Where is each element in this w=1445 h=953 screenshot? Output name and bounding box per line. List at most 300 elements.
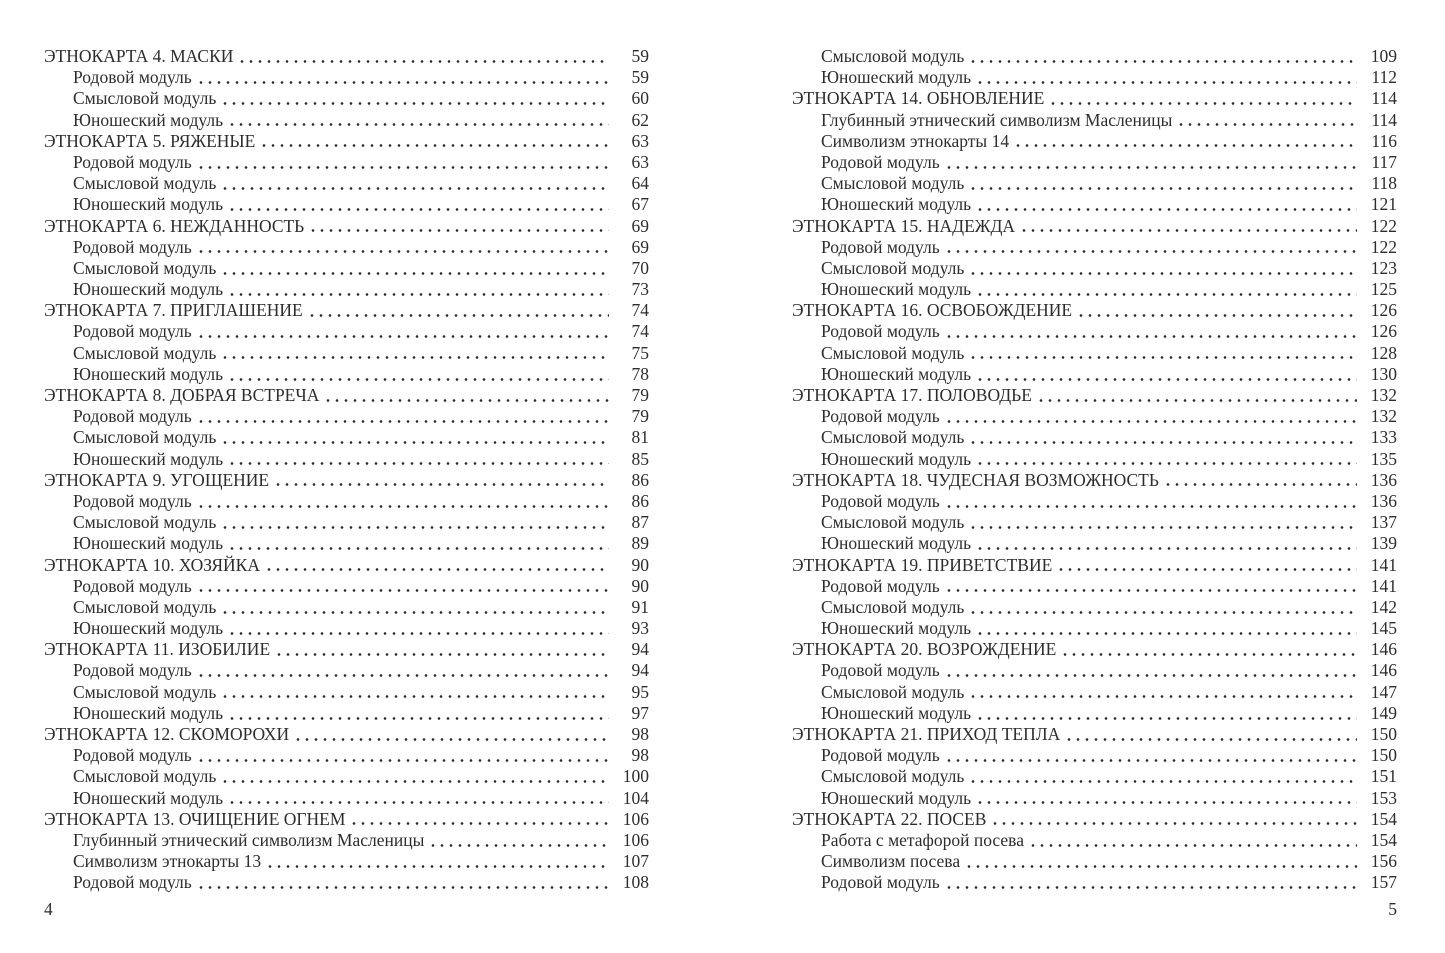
toc-chapter-entry [44, 724, 649, 745]
toc-entry-page: 153 [1370, 787, 1397, 808]
dot-leader [993, 821, 1357, 826]
toc-chapter-entry [44, 385, 649, 406]
dot-leader [978, 207, 1357, 212]
toc-entry-label: ЭТНОКАРТА 21. ПРИХОД ТЕПЛА [792, 724, 1061, 744]
toc-entry-page: 78 [631, 363, 649, 384]
toc-sub-entry [792, 872, 1397, 893]
toc-entry-page: 106 [622, 829, 649, 850]
toc-entry-label: Юношеский модуль [73, 279, 224, 300]
dot-leader [262, 143, 609, 148]
toc-entry-page: 104 [622, 787, 649, 808]
toc-entry-label: ЭТНОКАРТА 11. ИЗОБИЛИЕ [44, 639, 271, 660]
toc-entry-page: 150 [1370, 745, 1397, 766]
toc-entry-page: 137 [1370, 512, 1397, 533]
toc-entry-label: Смысловой модуль [821, 512, 965, 533]
toc-entry-label: ЭТНОКАРТА 6. НЕЖДАННОСТЬ [44, 215, 305, 236]
toc-chapter-entry [44, 470, 649, 491]
dot-leader [1051, 101, 1357, 106]
toc-column-left [44, 46, 649, 894]
toc-sub-entry [44, 110, 649, 131]
dot-leader [223, 694, 609, 699]
toc-entry-page: 145 [1370, 618, 1397, 639]
toc-entry-label: Смысловой модуль [73, 596, 217, 617]
toc-entry-label: Смысловой модуль [73, 766, 217, 787]
toc-entry-page: 85 [631, 448, 649, 469]
toc-sub-entry [44, 788, 649, 809]
toc-entry-page: 108 [622, 872, 649, 893]
toc-sub-entry [44, 427, 649, 448]
toc-entry-label: Родовой модуль [73, 660, 192, 681]
dot-leader [230, 122, 609, 127]
toc-entry-label: Юношеский модуль [73, 702, 224, 723]
toc-sub-entry [792, 364, 1397, 385]
toc-entry-label: ЭТНОКАРТА 15. НАДЕЖДА [792, 215, 1016, 236]
toc-entry-label: Юношеский модуль [821, 279, 972, 300]
dot-leader [1063, 652, 1357, 657]
toc-entry-page: 86 [631, 469, 649, 490]
toc-entry-page: 63 [631, 130, 649, 151]
toc-entry-page: 74 [631, 321, 649, 342]
toc-entry-label: Юношеский модуль [73, 787, 224, 808]
toc-entry-page: 154 [1370, 829, 1397, 850]
dot-leader [223, 779, 609, 784]
toc-entry-label: Юношеский модуль [73, 109, 224, 130]
dot-leader [223, 101, 609, 106]
dot-leader [947, 504, 1357, 509]
toc-chapter-entry [44, 555, 649, 576]
toc-entry-page: 70 [631, 257, 649, 278]
toc-entry-page: 91 [631, 596, 649, 617]
toc-entry-label: Родовой модуль [821, 406, 940, 427]
toc-entry-page: 132 [1370, 385, 1397, 405]
toc-entry-page: 114 [1371, 109, 1397, 130]
toc-sub-entry [792, 427, 1397, 448]
toc-entry-page: 121 [1370, 194, 1397, 215]
toc-sub-entry [44, 597, 649, 618]
dot-leader [971, 186, 1357, 191]
dot-leader [1166, 482, 1357, 487]
toc-entry-page: 87 [631, 512, 649, 533]
toc-entry-page: 60 [631, 88, 649, 109]
toc-entry-page: 69 [631, 215, 649, 236]
toc-sub-entry [44, 343, 649, 364]
dot-leader [947, 334, 1357, 339]
toc-chapter-entry [44, 300, 649, 321]
toc-entry-page: 130 [1370, 363, 1397, 384]
page-number-left: 4 [44, 899, 53, 919]
toc-sub-entry [44, 851, 649, 872]
toc-entry-label: Смысловой модуль [821, 596, 965, 617]
toc-entry-page: 118 [1371, 173, 1397, 194]
toc-entry-page: 117 [1371, 151, 1397, 172]
toc-entry-page: 69 [631, 236, 649, 257]
toc-entry-label: Смысловой модуль [821, 681, 965, 702]
toc-entry-label: Родовой модуль [73, 406, 192, 427]
toc-entry-label: Родовой модуль [73, 872, 192, 893]
toc-sub-entry [44, 152, 649, 173]
dot-leader [947, 758, 1357, 763]
toc-entry-page: 81 [631, 427, 649, 448]
toc-entry-page: 95 [631, 681, 649, 702]
dot-leader [947, 673, 1357, 678]
toc-sub-entry [792, 321, 1397, 342]
toc-sub-entry [44, 67, 649, 88]
dot-leader [431, 843, 609, 848]
dot-leader [230, 377, 609, 382]
toc-entry-page: 74 [631, 300, 649, 321]
dot-leader [199, 249, 609, 254]
toc-entry-page: 133 [1370, 427, 1397, 448]
dot-leader [268, 864, 609, 869]
toc-entry-page: 79 [631, 385, 649, 405]
toc-entry-page: 125 [1370, 279, 1397, 300]
toc-entry-label: Родовой модуль [821, 321, 940, 342]
toc-sub-entry [44, 576, 649, 597]
toc-entry-page: 64 [631, 173, 649, 194]
dot-leader [978, 631, 1357, 636]
toc-entry-label: Юношеский модуль [821, 448, 972, 469]
toc-entry-label: ЭТНОКАРТА 8. ДОБРАЯ ВСТРЕЧА [44, 385, 320, 405]
toc-entry-page: 154 [1370, 808, 1397, 829]
dot-leader [240, 59, 609, 64]
toc-sub-entry [792, 576, 1397, 597]
toc-sub-entry [792, 851, 1397, 872]
toc-entry-label: ЭТНОКАРТА 13. ОЧИЩЕНИЕ ОГНЕМ [44, 808, 346, 829]
dot-leader [230, 292, 609, 297]
toc-sub-entry [44, 766, 649, 787]
dot-leader [978, 292, 1357, 297]
toc-entry-label: Юношеский модуль [821, 787, 972, 808]
dot-leader [947, 419, 1357, 424]
toc-sub-entry [44, 88, 649, 109]
toc-entry-label: Родовой модуль [821, 660, 940, 681]
toc-sub-entry [44, 533, 649, 554]
dot-leader [311, 228, 609, 233]
toc-entry-page: 149 [1370, 702, 1397, 723]
toc-sub-entry [792, 766, 1397, 787]
toc-entry-page: 146 [1370, 639, 1397, 660]
toc-chapter-entry [44, 639, 649, 660]
toc-entry-page: 94 [631, 639, 649, 660]
dot-leader [971, 271, 1357, 276]
dot-leader [199, 673, 609, 678]
toc-sub-entry [44, 682, 649, 703]
dot-leader [230, 800, 609, 805]
toc-sub-entry [792, 343, 1397, 364]
toc-chapter-entry [44, 216, 649, 237]
toc-entry-label: Родовой модуль [73, 236, 192, 257]
toc-entry-label: Смысловой модуль [73, 512, 217, 533]
toc-chapter-entry [792, 88, 1397, 109]
toc-entry-label: Юношеский модуль [73, 194, 224, 215]
toc-entry-label: Родовой модуль [821, 745, 940, 766]
toc-entry-label: Смысловой модуль [821, 766, 965, 787]
dot-leader [978, 546, 1357, 551]
toc-entry-page: 73 [631, 279, 649, 300]
dot-leader [223, 525, 609, 530]
toc-sub-entry [792, 406, 1397, 427]
toc-entry-label: Юношеский модуль [821, 194, 972, 215]
dot-leader [199, 504, 609, 509]
dot-leader [978, 461, 1357, 466]
toc-entry-page: 122 [1370, 236, 1397, 257]
toc-entry-label: Родовой модуль [73, 575, 192, 596]
dot-leader [947, 885, 1357, 890]
toc-chapter-entry [792, 470, 1397, 491]
toc-entry-label: Юношеский модуль [821, 363, 972, 384]
dot-leader [199, 758, 609, 763]
toc-sub-entry [792, 745, 1397, 766]
toc-entry-label: Юношеский модуль [73, 363, 224, 384]
toc-entry-page: 109 [1370, 46, 1397, 66]
toc-entry-label: ЭТНОКАРТА 17. ПОЛОВОДЬЕ [792, 385, 1032, 405]
toc-sub-entry [792, 512, 1397, 533]
toc-entry-page: 90 [631, 575, 649, 596]
dot-leader [199, 334, 609, 339]
dot-leader [230, 461, 609, 466]
toc-sub-entry [44, 279, 649, 300]
toc-entry-label: Родовой модуль [73, 490, 192, 511]
toc-entry-page: 59 [631, 46, 649, 66]
dot-leader [1022, 228, 1357, 233]
dot-leader [1059, 567, 1357, 572]
dot-leader [971, 59, 1357, 64]
dot-leader [326, 398, 609, 403]
toc-sub-entry [44, 745, 649, 766]
toc-entry-page: 62 [631, 109, 649, 130]
toc-sub-entry [792, 110, 1397, 131]
dot-leader [947, 249, 1357, 254]
dot-leader [352, 821, 609, 826]
dot-leader [1079, 313, 1357, 318]
dot-leader [1016, 143, 1357, 148]
toc-chapter-entry [792, 639, 1397, 660]
toc-entry-page: 157 [1370, 872, 1397, 893]
toc-entry-page: 146 [1370, 660, 1397, 681]
toc-entry-label: Смысловой модуль [73, 173, 217, 194]
toc-entry-label: Родовой модуль [73, 745, 192, 766]
toc-entry-page: 151 [1370, 766, 1397, 787]
dot-leader [296, 737, 609, 742]
toc-sub-entry [792, 237, 1397, 258]
toc-entry-page: 141 [1370, 554, 1397, 575]
toc-entry-page: 123 [1370, 257, 1397, 278]
toc-chapter-entry [792, 300, 1397, 321]
toc-chapter-entry [44, 809, 649, 830]
dot-leader [978, 716, 1357, 721]
toc-sub-entry [792, 152, 1397, 173]
toc-entry-label: Родовой модуль [821, 575, 940, 596]
toc-entry-page: 107 [622, 851, 649, 872]
toc-entry-label: Юношеский модуль [821, 702, 972, 723]
toc-entry-label: Смысловой модуль [73, 88, 217, 109]
dot-leader [971, 610, 1357, 615]
dot-leader [947, 588, 1357, 593]
toc-entry-label: Родовой модуль [73, 151, 192, 172]
toc-entry-page: 106 [622, 808, 649, 829]
toc-entry-label: Символизм посева [821, 851, 961, 872]
toc-entry-label: Символизм этнокарты 14 [821, 130, 1010, 151]
toc-entry-label: Юношеский модуль [73, 533, 224, 554]
dot-leader [978, 80, 1357, 85]
toc-sub-entry [44, 618, 649, 639]
toc-sub-entry [792, 194, 1397, 215]
dot-leader [223, 355, 609, 360]
toc-sub-entry [792, 618, 1397, 639]
toc-sub-entry [44, 491, 649, 512]
toc-entry-page: 141 [1370, 575, 1397, 596]
toc-entry-page: 122 [1370, 215, 1397, 236]
toc-sub-entry [792, 830, 1397, 851]
dot-leader [1067, 737, 1357, 742]
dot-leader [199, 885, 609, 890]
toc-entry-page: 89 [631, 533, 649, 554]
toc-sub-entry [792, 682, 1397, 703]
toc-sub-entry [792, 131, 1397, 152]
toc-sub-entry [792, 660, 1397, 681]
toc-entry-page: 128 [1370, 342, 1397, 363]
toc-entry-label: ЭТНОКАРТА 4. МАСКИ [44, 46, 234, 66]
toc-entry-label: Родовой модуль [73, 67, 192, 88]
toc-sub-entry [44, 449, 649, 470]
toc-entry-page: 75 [631, 342, 649, 363]
toc-entry-label: ЭТНОКАРТА 20. ВОЗРОЖДЕНИЕ [792, 639, 1057, 660]
toc-sub-entry [792, 597, 1397, 618]
dot-leader [267, 567, 609, 572]
toc-entry-page: 67 [631, 194, 649, 215]
toc-sub-entry [44, 872, 649, 893]
dot-leader [310, 313, 609, 318]
toc-entry-page: 93 [631, 618, 649, 639]
toc-entry-page: 86 [631, 490, 649, 511]
toc-entry-page: 142 [1370, 596, 1397, 617]
toc-entry-page: 97 [631, 702, 649, 723]
dot-leader [276, 482, 609, 487]
toc-entry-label: Смысловой модуль [73, 342, 217, 363]
dot-leader [971, 355, 1357, 360]
toc-entry-label: Глубинный этнический символизм Масленицы [821, 109, 1173, 130]
toc-sub-entry [792, 491, 1397, 512]
toc-entry-label: Родовой модуль [821, 872, 940, 893]
toc-entry-label: Родовой модуль [821, 490, 940, 511]
toc-entry-label: Символизм этнокарты 13 [73, 851, 262, 872]
toc-sub-entry [792, 46, 1397, 67]
toc-entry-page: 150 [1370, 724, 1397, 744]
toc-entry-label: Смысловой модуль [73, 681, 217, 702]
dot-leader [199, 419, 609, 424]
toc-entry-page: 156 [1370, 851, 1397, 872]
dot-leader [971, 440, 1357, 445]
dot-leader [199, 80, 609, 85]
toc-entry-label: ЭТНОКАРТА 9. УГОЩЕНИЕ [44, 469, 270, 490]
dot-leader [971, 694, 1357, 699]
toc-entry-page: 139 [1370, 533, 1397, 554]
dot-leader [947, 165, 1357, 170]
toc-entry-page: 98 [631, 724, 649, 744]
dot-leader [223, 610, 609, 615]
toc-entry-label: Юношеский модуль [821, 533, 972, 554]
toc-chapter-entry [792, 216, 1397, 237]
toc-chapter-entry [792, 555, 1397, 576]
dot-leader [199, 165, 609, 170]
toc-sub-entry [44, 406, 649, 427]
toc-entry-label: ЭТНОКАРТА 12. СКОМОРОХИ [44, 724, 290, 744]
toc-sub-entry [44, 364, 649, 385]
toc-sub-entry [792, 533, 1397, 554]
toc-entry-label: Родовой модуль [821, 151, 940, 172]
toc-entry-page: 59 [631, 67, 649, 88]
toc-entry-page: 112 [1371, 67, 1397, 88]
toc-chapter-entry [792, 385, 1397, 406]
toc-entry-label: Родовой модуль [73, 321, 192, 342]
toc-entry-label: Смысловой модуль [821, 46, 965, 66]
toc-sub-entry [44, 321, 649, 342]
dot-leader [223, 271, 609, 276]
toc-entry-label: Смысловой модуль [821, 342, 965, 363]
toc-sub-entry [792, 258, 1397, 279]
toc-entry-label: Работа с метафорой посева [821, 829, 1024, 850]
toc-sub-entry [44, 703, 649, 724]
toc-entry-page: 100 [622, 766, 649, 787]
toc-entry-label: Юношеский модуль [821, 67, 972, 88]
toc-entry-label: Смысловой модуль [821, 257, 965, 278]
toc-entry-label: Родовой модуль [821, 236, 940, 257]
toc-entry-label: ЭТНОКАРТА 5. РЯЖЕНЫЕ [44, 130, 256, 151]
dot-leader [277, 652, 609, 657]
dot-leader [967, 864, 1357, 869]
dot-leader [971, 779, 1357, 784]
toc-entry-label: Юношеский модуль [73, 618, 224, 639]
page-number-right: 5 [1388, 899, 1397, 919]
toc-sub-entry [44, 173, 649, 194]
toc-chapter-entry [792, 809, 1397, 830]
dot-leader [230, 631, 609, 636]
toc-entry-page: 135 [1370, 448, 1397, 469]
dot-leader [1031, 843, 1357, 848]
toc-sub-entry [792, 703, 1397, 724]
dot-leader [223, 186, 609, 191]
toc-sub-entry [44, 258, 649, 279]
toc-sub-entry [792, 788, 1397, 809]
toc-entry-label: Юношеский модуль [821, 618, 972, 639]
toc-sub-entry [44, 194, 649, 215]
toc-entry-page: 90 [631, 554, 649, 575]
toc-entry-page: 98 [631, 745, 649, 766]
toc-chapter-entry [44, 131, 649, 152]
toc-sub-entry [44, 830, 649, 851]
toc-sub-entry [44, 512, 649, 533]
toc-entry-label: Смысловой модуль [821, 427, 965, 448]
toc-entry-page: 132 [1370, 406, 1397, 427]
dot-leader [978, 800, 1357, 805]
dot-leader [230, 546, 609, 551]
toc-entry-label: ЭТНОКАРТА 16. ОСВОБОЖДЕНИЕ [792, 300, 1073, 321]
toc-sub-entry [792, 67, 1397, 88]
toc-column-right [792, 46, 1397, 894]
toc-entry-label: Смысловой модуль [821, 173, 965, 194]
toc-entry-label: ЭТНОКАРТА 22. ПОСЕВ [792, 808, 987, 829]
toc-sub-entry [792, 173, 1397, 194]
toc-sub-entry [792, 449, 1397, 470]
toc-entry-label: ЭТНОКАРТА 10. ХОЗЯЙКА [44, 554, 260, 575]
toc-entry-label: Смысловой модуль [73, 257, 217, 278]
dot-leader [1039, 398, 1357, 403]
toc-entry-label: ЭТНОКАРТА 14. ОБНОВЛЕНИЕ [792, 88, 1045, 109]
toc-sub-entry [44, 237, 649, 258]
toc-entry-page: 63 [631, 151, 649, 172]
dot-leader [971, 525, 1357, 530]
dot-leader [230, 716, 609, 721]
